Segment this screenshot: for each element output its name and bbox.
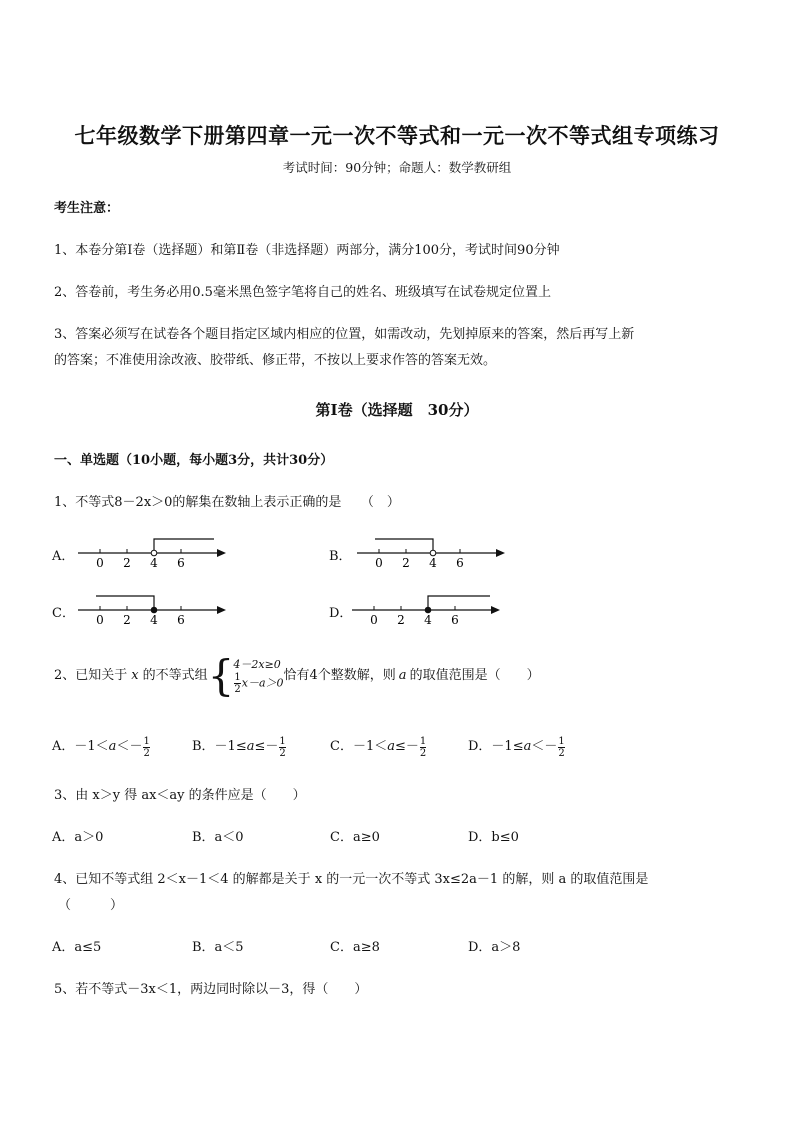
q2-brace: { — [207, 651, 235, 700]
q1-option-d-numberline — [352, 592, 502, 628]
notice-item-1: 1、本卷分第Ⅰ卷（选择题）和第Ⅱ卷（非选择题）两部分，满分100分，考试时间90分钟 — [54, 243, 560, 258]
tick-4: 4 — [424, 613, 432, 627]
notice-item-3: 3、答案必须写在试卷各个题目指定区域内相应的位置，如需改动，先划掉原来的答案，然后再写上新 — [54, 327, 635, 342]
q1-option-a-numberline — [78, 535, 228, 571]
tick-0: 0 — [96, 556, 104, 570]
question-4-stem: 4、已知不等式组 2＜x－1＜4 的解都是关于 x 的一元一次不等式 3x≤2a－1 的解，则 a 的取值范围是 — [54, 872, 649, 887]
q1-option-a-label: A． — [52, 549, 75, 564]
question-3-stem: 3、由 x＞y 得 ax＜ay 的条件应是（ ） — [54, 788, 306, 803]
question-4-stem-cont: （ ） — [58, 898, 124, 913]
q2-option-c: C．－1＜ a ≤－ $\frac{1}{2}$ — [330, 735, 427, 759]
tick-6: 6 — [451, 613, 459, 627]
q2-stem-end: 的取值范围是（ ） — [409, 668, 540, 683]
tick-0: 0 — [375, 556, 383, 570]
notice-item-2: 2、答卷前，考生务必用0.5毫米黑色签字笔将自己的姓名、班级填写在试卷规定位置上 — [54, 285, 551, 300]
q2-half-fraction: $\frac{1}{2}$ — [234, 671, 241, 695]
tick-2: 2 — [123, 613, 131, 627]
tick-0: 0 — [96, 613, 104, 627]
tick-2: 2 — [123, 556, 131, 570]
exam-info: 考试时间：90分钟；命题人：数学教研组 — [282, 160, 512, 175]
q2-system-line-2: $\frac{1}{2}$ x－a＞0 — [234, 671, 284, 695]
tick-6: 6 — [456, 556, 464, 570]
tick-0: 0 — [370, 613, 378, 627]
tick-4: 4 — [429, 556, 437, 570]
q2-stem-post: 恰有4个整数解，则 — [283, 668, 396, 683]
part-title: 一、单选题（10小题，每小题3分，共计30分） — [54, 453, 334, 468]
question-1-stem: 1、不等式8－2x＞0的解集在数轴上表示正确的是 （ ） — [54, 495, 400, 510]
q2-var-x: x — [131, 668, 139, 683]
q4-option-b: B．a＜5 — [192, 940, 244, 955]
q1-option-c-label: C． — [52, 606, 75, 621]
q4-option-a: A．a≤5 — [52, 940, 102, 955]
q1-option-d-label: D． — [329, 606, 353, 621]
q2-stem-pre: 2、已知关于 — [54, 668, 128, 683]
q2-option-a: A．－1＜ a ＜－ $\frac{1}{2}$ — [52, 735, 150, 759]
q2-system — [233, 658, 283, 695]
q4-option-d: D．a＞8 — [468, 940, 521, 955]
q3-option-d: D．b≤0 — [468, 830, 519, 845]
q2-option-b: B．－1≤ a ≤－ $\frac{1}{2}$ — [192, 735, 286, 759]
q3-option-a: A．a＞0 — [52, 830, 104, 845]
q3-option-c: C．a≥0 — [330, 830, 380, 845]
q2-var-a: a — [398, 668, 407, 683]
tick-2: 2 — [397, 613, 405, 627]
section-title: 第Ⅰ卷（选择题 30分） — [315, 401, 479, 419]
q1-option-b-numberline — [357, 535, 507, 571]
tick-4: 4 — [150, 556, 158, 570]
page-title: 七年级数学下册第四章一元一次不等式和一元一次不等式组专项练习 — [74, 123, 720, 148]
question-5-stem: 5、若不等式－3x＜1，两边同时除以－3，得（ ） — [54, 982, 368, 997]
q1-option-b-label: B． — [329, 549, 352, 564]
notice-heading: 考生注意： — [54, 201, 120, 216]
q2-stem-mid: 的不等式组 — [142, 668, 208, 683]
q2-system-line-1: 4－2x≥0 — [233, 657, 281, 671]
q4-option-c: C．a≥8 — [330, 940, 380, 955]
q2-option-d: D．－1≤ a ＜－ $\frac{1}{2}$ — [468, 735, 565, 759]
tick-6: 6 — [177, 613, 185, 627]
tick-2: 2 — [402, 556, 410, 570]
tick-6: 6 — [177, 556, 185, 570]
q1-option-c-numberline — [78, 592, 228, 628]
tick-4: 4 — [150, 613, 158, 627]
question-2-stem — [54, 650, 540, 702]
notice-item-3-cont: 的答案；不准使用涂改液、胶带纸、修正带，不按以上要求作答的答案无效。 — [54, 353, 497, 368]
q3-option-b: B．a＜0 — [192, 830, 244, 845]
